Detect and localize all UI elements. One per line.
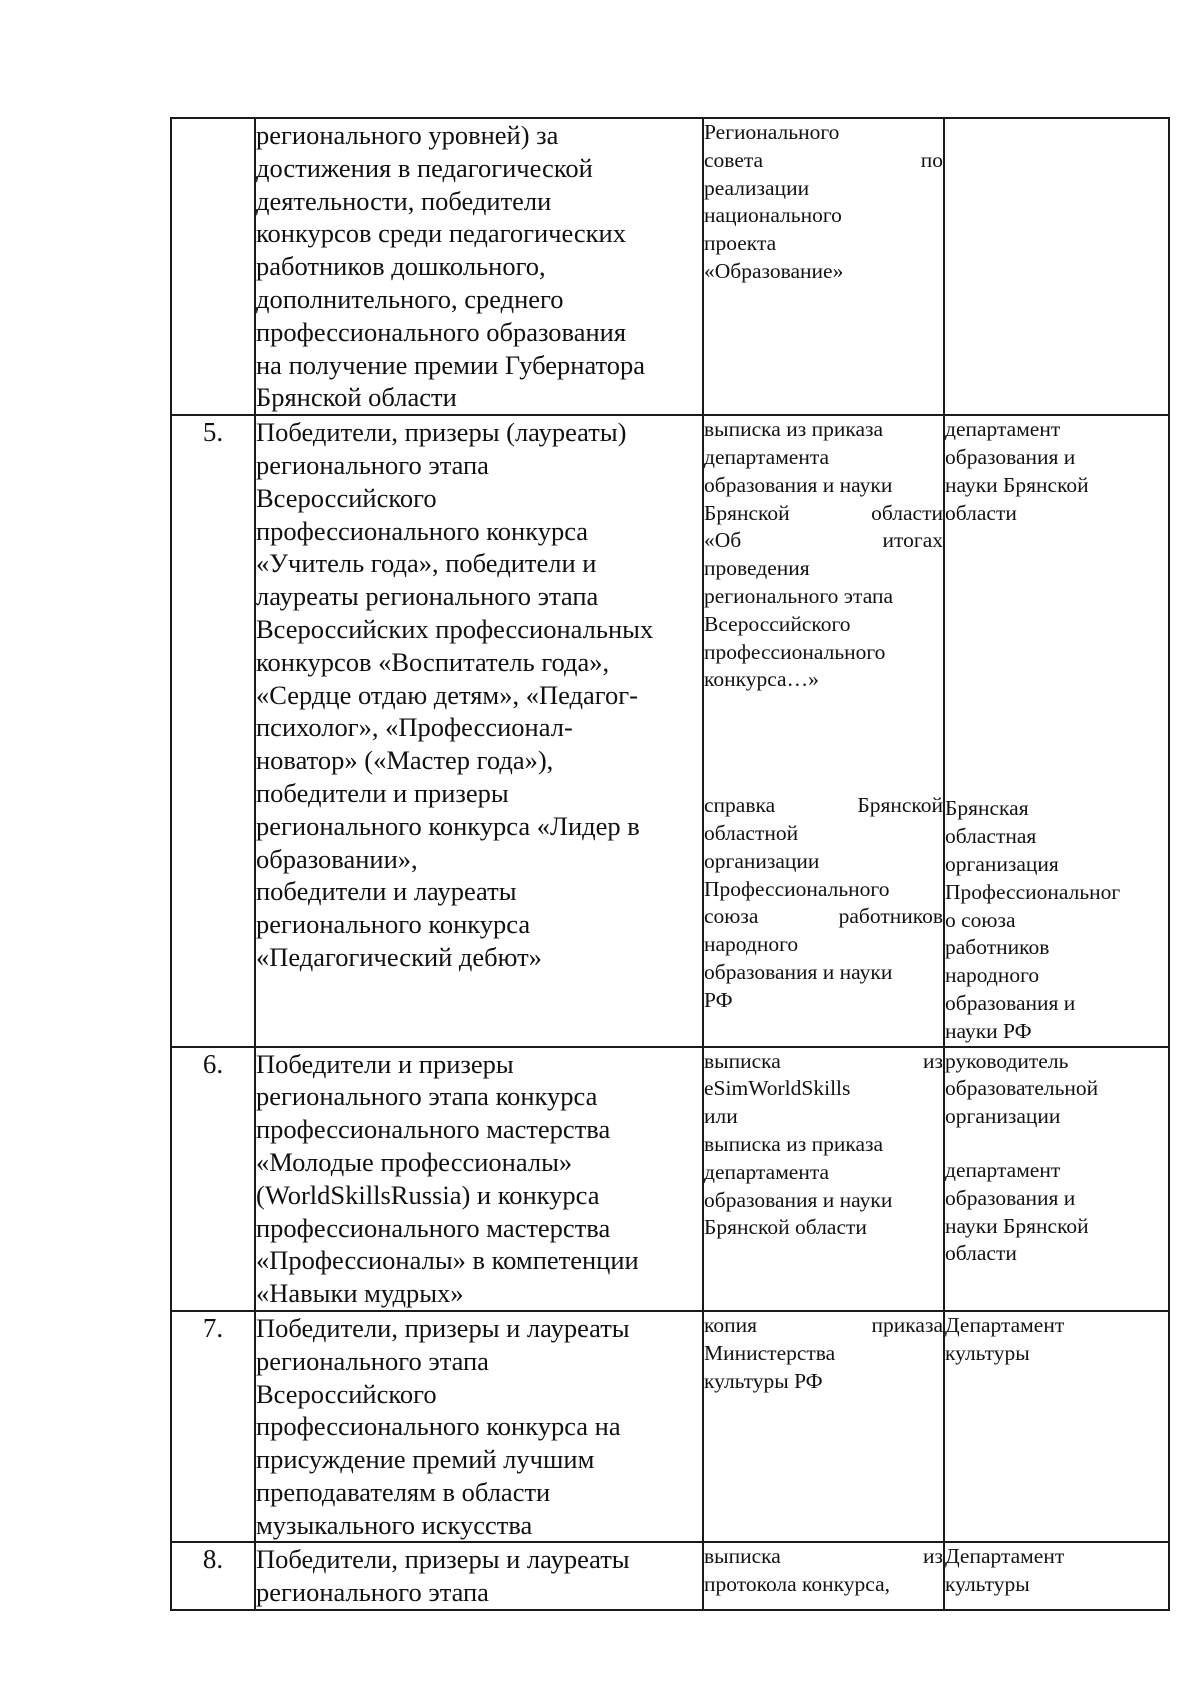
- document-line: образования и науки: [704, 1187, 893, 1212]
- description-line: конкурсов «Воспитатель года»,: [256, 646, 610, 677]
- row-number: 7.: [171, 1311, 255, 1543]
- description-line: «Профессионалы» в компетенции: [256, 1245, 639, 1276]
- document-line: Брянской области: [704, 1215, 867, 1240]
- description-line: «Учитель года», победители и: [256, 548, 597, 579]
- document-line: культуры РФ: [704, 1368, 823, 1393]
- organization-line: организация: [945, 851, 1059, 876]
- spacer: [704, 694, 943, 792]
- document-line: национального: [704, 203, 842, 228]
- description-line: Победители и призеры: [256, 1048, 514, 1079]
- organization-line: организации: [945, 1104, 1061, 1129]
- description-line: регионального этапа: [256, 449, 489, 480]
- description-line: регионального конкурса: [256, 909, 531, 940]
- document-line: Регионального: [704, 120, 840, 144]
- row-number: 5.: [171, 415, 255, 1046]
- description-line: дополнительного, среднего: [256, 283, 564, 314]
- organization-line: Департамент: [945, 1544, 1065, 1569]
- row-number: 6.: [171, 1047, 255, 1311]
- row-description: [255, 1542, 703, 1610]
- organization-line: департамент: [945, 417, 1061, 442]
- organization-line: областная: [945, 824, 1037, 849]
- description-line: конкурсов среди педагогических: [256, 218, 626, 249]
- organization-line: образования и: [945, 444, 1076, 469]
- description-line: победители и лауреаты: [256, 876, 517, 907]
- document-word: по: [920, 147, 943, 172]
- document-line: [704, 1048, 943, 1076]
- row-number: [171, 118, 255, 415]
- description-line: регионального этапа: [256, 1345, 489, 1376]
- row-document: [703, 1542, 944, 1610]
- description-line: «Молодые профессионалы»: [256, 1146, 573, 1177]
- document-line: образования и науки: [704, 959, 893, 984]
- document-line: [704, 500, 943, 528]
- organization-line: образования и: [945, 990, 1076, 1015]
- description-line: на получение премии Губернатора: [256, 349, 646, 380]
- document-word: выписка: [704, 1048, 781, 1073]
- row-description: [255, 415, 703, 1046]
- document-word: области: [871, 500, 943, 525]
- description-line: регионального уровней) за: [256, 120, 559, 150]
- description-line: профессионального мастерства: [256, 1114, 611, 1145]
- document-line: [704, 903, 943, 931]
- description-line: «Навыки мудрых»: [256, 1278, 464, 1309]
- document-line: выписка из приказа: [704, 1131, 884, 1156]
- description-line: регионального этапа конкурса: [256, 1081, 598, 1112]
- description-line: психолог», «Профессионал-: [256, 712, 573, 743]
- row-document: [703, 1311, 944, 1543]
- document-word: приказа: [871, 1312, 943, 1337]
- document-word: Брянской: [857, 793, 943, 818]
- organization-line: образования и: [945, 1185, 1076, 1210]
- document-word: выписка: [704, 1544, 781, 1569]
- organization-line: народного: [945, 963, 1040, 988]
- organization-line: руководитель: [945, 1048, 1069, 1073]
- document-word: из: [923, 1048, 943, 1073]
- organization-line: Профессиональног: [945, 879, 1121, 904]
- row-organization: [944, 1542, 1169, 1610]
- description-line: Всероссийского: [256, 482, 437, 513]
- document-line: регионального этапа: [704, 583, 893, 608]
- document-line: Профессионального: [704, 876, 890, 901]
- document-word: союза: [704, 904, 759, 929]
- document-line: народного: [704, 932, 799, 957]
- table-row: [171, 1311, 1169, 1543]
- table-row: [171, 118, 1169, 415]
- description-line: присуждение премий лучшим: [256, 1444, 595, 1475]
- document-line: Министерства: [704, 1340, 836, 1365]
- row-description: [255, 1047, 703, 1311]
- document-line: [704, 792, 943, 820]
- awards-table: [170, 117, 1170, 1611]
- organization-line: работников: [945, 935, 1050, 960]
- organization-line: культуры: [945, 1340, 1030, 1365]
- spacer: [945, 1131, 1168, 1157]
- description-line: образовании»,: [256, 843, 418, 874]
- description-line: Победители, призеры и лауреаты: [256, 1312, 630, 1343]
- description-line: Победители, призеры (лауреаты): [256, 417, 627, 448]
- document-word: копия: [704, 1312, 758, 1337]
- table-row: [171, 415, 1169, 1046]
- organization-line: науки РФ: [945, 1018, 1032, 1043]
- document-word: справка: [704, 793, 776, 818]
- document-word: совета: [704, 147, 764, 172]
- spacer: [945, 527, 1168, 795]
- document-line: выписка из приказа: [704, 417, 884, 442]
- organization-line: о союза: [945, 907, 1016, 932]
- organization-line: Департамент: [945, 1312, 1065, 1337]
- description-line: регионального конкурса «Лидер в: [256, 810, 640, 841]
- document-word: Брянской: [704, 500, 790, 525]
- description-line: «Сердце отдаю детям», «Педагог-: [256, 679, 638, 710]
- row-organization: [944, 118, 1169, 415]
- document-line: РФ: [704, 987, 733, 1012]
- row-description: [255, 118, 703, 415]
- row-number: 8.: [171, 1542, 255, 1610]
- row-organization: [944, 1047, 1169, 1311]
- organization-line: области: [945, 1241, 1017, 1266]
- organization-line: науки Брянской: [945, 472, 1089, 497]
- document-line: проекта: [704, 231, 777, 256]
- document-word: работников: [838, 904, 943, 929]
- document-word: из: [923, 1544, 943, 1569]
- description-line: Брянской области: [256, 382, 457, 413]
- description-line: достижения в педагогической: [256, 152, 593, 183]
- row-description: [255, 1311, 703, 1543]
- row-document: [703, 118, 944, 415]
- document-line: [704, 147, 943, 175]
- document-line: образования и науки: [704, 472, 893, 497]
- document-line: [704, 1312, 943, 1340]
- document-line: [704, 1543, 943, 1571]
- description-line: лауреаты регионального этапа: [256, 581, 599, 612]
- document-line: «Образование»: [704, 258, 844, 283]
- document-line: конкурса…»: [704, 667, 819, 692]
- document-line: профессионального: [704, 639, 886, 664]
- description-line: «Педагогический дебют»: [256, 941, 542, 972]
- description-line: профессионального конкурса на: [256, 1411, 621, 1442]
- document-line: департамента: [704, 444, 830, 469]
- description-line: Всероссийских профессиональных: [256, 613, 654, 644]
- document-line: [704, 527, 943, 555]
- row-document: [703, 415, 944, 1046]
- document-line: реализации: [704, 175, 810, 200]
- document-line: департамента: [704, 1159, 830, 1184]
- organization-line: культуры: [945, 1572, 1030, 1597]
- row-organization: [944, 1311, 1169, 1543]
- document-line: областной: [704, 820, 799, 845]
- organization-line: департамент: [945, 1157, 1061, 1182]
- description-line: регионального этапа: [256, 1577, 489, 1608]
- description-line: (WorldSkillsRussia) и конкурса: [256, 1179, 600, 1210]
- table-row: [171, 1047, 1169, 1311]
- description-line: музыкального искусства: [256, 1509, 533, 1540]
- description-line: работников дошкольного,: [256, 251, 546, 282]
- row-document: [703, 1047, 944, 1311]
- description-line: Всероссийского: [256, 1378, 437, 1409]
- description-line: Победители, призеры и лауреаты: [256, 1544, 630, 1575]
- organization-line: Брянская: [945, 796, 1029, 821]
- description-line: победители и призеры: [256, 777, 509, 808]
- description-line: новатор» («Мастер года»),: [256, 745, 554, 776]
- description-line: профессионального конкурса: [256, 515, 589, 546]
- description-line: профессионального мастерства: [256, 1212, 611, 1243]
- table-row: [171, 1542, 1169, 1610]
- document-line: организации: [704, 848, 820, 873]
- organization-line: образовательной: [945, 1076, 1099, 1101]
- document-line: протокола конкурса,: [704, 1572, 891, 1597]
- organization-line: области: [945, 500, 1017, 525]
- organization-line: науки Брянской: [945, 1213, 1089, 1238]
- row-organization: [944, 415, 1169, 1046]
- document-line: Всероссийского: [704, 611, 851, 636]
- document-line: eSimWorldSkills: [704, 1076, 851, 1101]
- description-line: профессионального образования: [256, 316, 627, 347]
- document-word: итогах: [882, 528, 943, 553]
- document-line: или: [704, 1104, 738, 1129]
- document-line: проведения: [704, 556, 810, 581]
- description-line: преподавателям в области: [256, 1476, 551, 1507]
- description-line: деятельности, победители: [256, 185, 552, 216]
- document-word: «Об: [704, 528, 742, 553]
